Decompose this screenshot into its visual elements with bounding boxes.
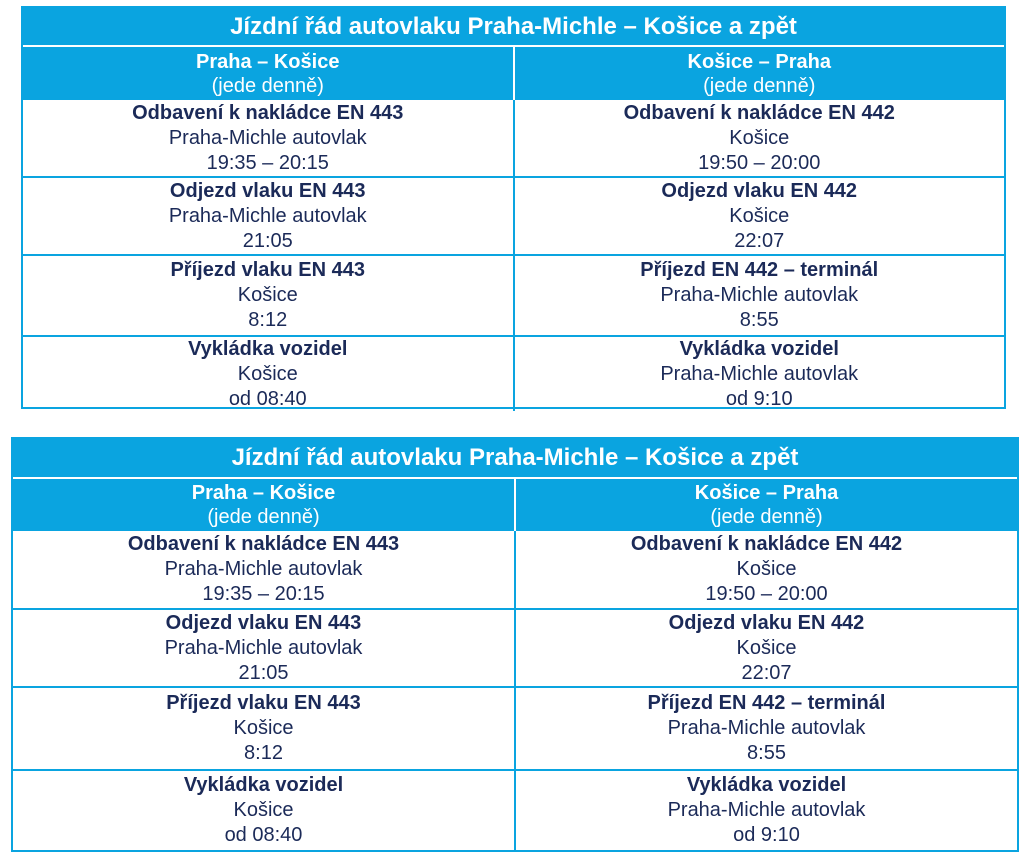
table-row	[13, 686, 1017, 769]
station-name: Praha-Michle autovlak	[168, 204, 367, 227]
timetable-cell	[23, 256, 513, 335]
event-time: od 9:10	[733, 824, 800, 846]
event-label: Odjezd vlaku EN 443	[165, 611, 362, 634]
station-name: Praha-Michle autovlak	[164, 636, 363, 659]
table-row	[13, 608, 1017, 686]
timetable-cell	[514, 771, 1017, 850]
station-name: Praha-Michle autovlak	[660, 362, 859, 385]
table-row	[13, 769, 1017, 850]
station-name: Košice	[729, 204, 790, 227]
event-label: Odjezd vlaku EN 442	[668, 611, 865, 634]
column-header-kosice-praha	[514, 479, 1017, 531]
event-label: Příjezd vlaku EN 443	[170, 259, 366, 281]
event-label: Vykládka vozidel	[679, 337, 839, 360]
timetable-cell	[13, 531, 514, 608]
event-label: Odbavení k nakládce EN 442	[630, 533, 903, 555]
event-time: 19:50 – 20:00	[705, 583, 828, 605]
event-label: Odjezd vlaku EN 442	[661, 179, 858, 202]
frequency-note: (jede denně)	[207, 506, 320, 528]
route-label: Praha – Košice	[191, 482, 336, 504]
event-time: 19:35 – 20:15	[206, 151, 329, 174]
station-name: Košice	[729, 126, 790, 149]
timetable-title: Jízdní řád autovlaku Praha-Michle – Košice a zpět	[13, 439, 1017, 479]
timetable-2	[11, 437, 1019, 852]
timetable-cell	[514, 688, 1017, 769]
station-name: Košice	[736, 636, 797, 659]
event-label: Příjezd vlaku EN 443	[166, 692, 361, 714]
event-time: 22:07	[734, 229, 785, 252]
event-time: od 9:10	[725, 387, 793, 410]
event-time: 8:55	[747, 742, 786, 764]
station-name: Košice	[736, 558, 797, 580]
timetable-1	[21, 6, 1006, 409]
table-row	[23, 254, 1004, 335]
station-name: Praha-Michle autovlak	[164, 558, 363, 580]
frequency-note: (jede denně)	[710, 506, 823, 528]
timetable-header	[13, 479, 1017, 531]
timetable-header	[23, 47, 1004, 100]
column-header-praha-kosice	[23, 47, 513, 100]
event-time: 8:12	[244, 742, 283, 764]
station-name: Praha-Michle autovlak	[667, 717, 866, 739]
event-label: Odbavení k nakládce EN 442	[623, 101, 895, 124]
table-row	[13, 531, 1017, 608]
event-time: 22:07	[741, 661, 792, 684]
event-time: 19:35 – 20:15	[202, 583, 325, 605]
event-label: Příjezd EN 442 – terminál	[640, 259, 879, 281]
station-name: Praha-Michle autovlak	[667, 799, 866, 821]
table-row	[23, 176, 1004, 254]
column-header-kosice-praha	[513, 47, 1005, 100]
timetable-cell	[514, 531, 1017, 608]
station-name: Košice	[233, 717, 294, 739]
event-label: Odbavení k nakládce EN 443	[127, 533, 400, 555]
timetable-cell	[514, 610, 1017, 686]
timetable-cell	[23, 337, 513, 411]
station-name: Košice	[237, 284, 298, 306]
event-label: Příjezd EN 442 – terminál	[647, 692, 886, 714]
event-time: 19:50 – 20:00	[698, 151, 821, 174]
timetable-cell	[23, 178, 513, 254]
event-label: Odjezd vlaku EN 443	[169, 179, 366, 202]
station-name: Praha-Michle autovlak	[168, 126, 367, 149]
timetable-cell	[513, 178, 1005, 254]
timetable-cell	[13, 610, 514, 686]
event-label: Vykládka vozidel	[686, 774, 847, 796]
timetable-cell	[13, 688, 514, 769]
timetable-cell	[13, 771, 514, 850]
table-row	[23, 100, 1004, 176]
route-label: Košice – Praha	[687, 50, 831, 73]
column-header-praha-kosice	[13, 479, 514, 531]
frequency-note: (jede denně)	[703, 74, 816, 97]
timetable-cell	[513, 337, 1005, 411]
route-label: Košice – Praha	[694, 482, 839, 504]
event-time: 8:12	[248, 309, 288, 331]
table-row	[23, 335, 1004, 411]
station-name: Košice	[237, 362, 298, 385]
event-time: od 08:40	[224, 824, 303, 846]
timetable-title: Jízdní řád autovlaku Praha-Michle – Košice a zpět	[23, 8, 1004, 47]
timetable-cell	[23, 100, 513, 176]
route-label: Praha – Košice	[196, 50, 340, 73]
event-time: 8:55	[739, 309, 779, 331]
frequency-note: (jede denně)	[211, 74, 324, 97]
event-time: 21:05	[238, 661, 289, 684]
station-name: Košice	[233, 799, 294, 821]
event-label: Vykládka vozidel	[188, 337, 348, 360]
event-time: 21:05	[242, 229, 293, 252]
timetable-cell	[513, 100, 1005, 176]
station-name: Praha-Michle autovlak	[660, 284, 859, 306]
event-time: od 08:40	[228, 387, 307, 410]
timetable-cell	[513, 256, 1005, 335]
event-label: Vykládka vozidel	[183, 774, 344, 796]
event-label: Odbavení k nakládce EN 443	[132, 101, 404, 124]
